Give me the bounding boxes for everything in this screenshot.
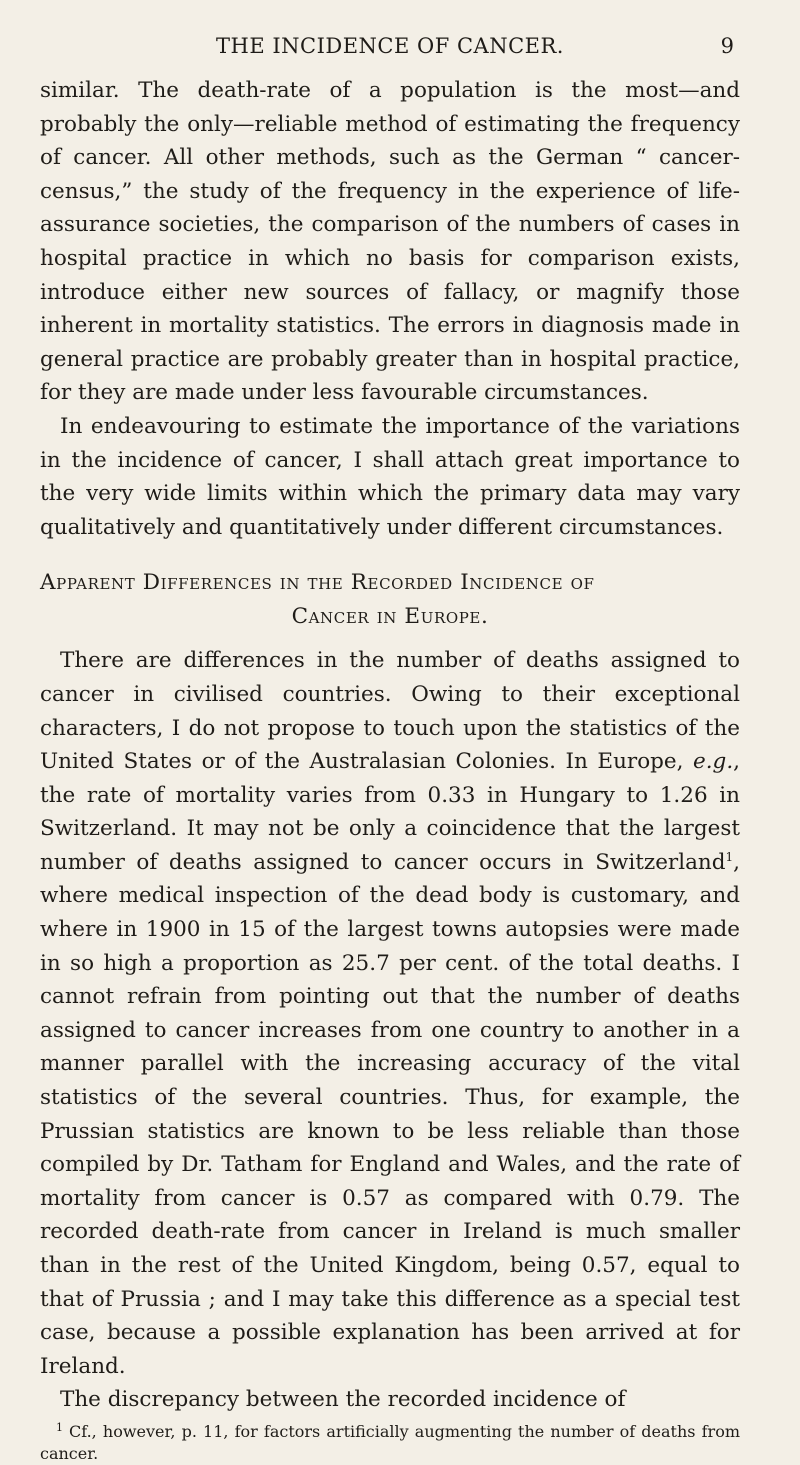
section-heading — [40, 566, 740, 634]
paragraph-1: similar. The death-rate of a population is the most—and probably the only—reliable method of estimating the frequency of cancer. All other methods, such as the German “ cancer-census,” the study of the frequency in the experience of life-assurance societies, the comparison of the numbers of cases in hospital practice in which no basis for comparison exists, introduce either new sources of fallacy, or magnify those inherent in mortality statistics. The errors in diagnosis made in general practice are probably greater than in hospital practice, for they are made under less favourable circumstances. — [40, 78, 740, 406]
section-heading-line-1: Apparent Differences in the Recorded Incidence of — [40, 570, 595, 596]
running-header — [40, 34, 740, 74]
footnote-text: Cf., however, p. 11, for factors artificially augmenting the number of deaths from cancer. — [40, 1421, 740, 1463]
paragraph-3-part-c: , where medical inspection of the dead body is customary, and where in 1900 in 15 of the largest towns autopsies were made in so high a proportion as 25.7 per cent. of the total deaths. I cannot refrain from pointing out that the number of deaths assigned to cancer increases from one country to another in a manner parallel with the increasing accuracy of the vital statistics of the several countries. Thus, for example, the Prussian statistics are known to be less reliable than those compiled by Dr. Tatham for England and Wales, and the rate of mortality from cancer is 0.57 as compared with 0.79. The recorded death-rate from cancer in Ireland is much smaller than in the rest of the United Kingdom, being 0.57, equal to that of Prussia ; and I may take this difference as a special test case, because a possible explanation has been arrived at for Ireland. — [40, 849, 740, 1379]
paragraph-3-eg: e.g. — [693, 749, 734, 775]
footnote — [40, 1421, 740, 1465]
paragraph-3 — [40, 644, 740, 1383]
section-heading-line-2: Cancer in Europe. — [291, 604, 489, 630]
paragraph-3-part-a: There are differences in the number of deaths assigned to cancer in civilised countries. Owing to their exceptional characters, I do not propose to touch upon the statistics of the United States or of the Australasian Colonies. In Europe, — [40, 648, 740, 775]
paragraph-2: In endeavouring to estimate the importance of the variations in the incidence of cancer, I shall attach great importance to the very wide limits within which the primary data may vary qualitatively and quantitatively under different circumstances. — [40, 413, 740, 540]
paragraph-3-part-b: , the rate of mortality varies from 0.33 in Hungary to 1.26 in Switzerland. It may not be only a coincidence that the largest number of deaths assigned to cancer occurs in Switzerland — [40, 749, 740, 875]
page-number: 9 — [720, 34, 734, 58]
footnote-marker: 1 — [56, 1420, 63, 1434]
body-text — [40, 74, 740, 1417]
paragraph-4: The discrepancy between the recorded incidence of — [60, 1387, 626, 1413]
page — [40, 34, 740, 1465]
running-title: THE INCIDENCE OF CANCER. — [216, 34, 564, 58]
footnote-reference: 1 — [725, 849, 734, 864]
